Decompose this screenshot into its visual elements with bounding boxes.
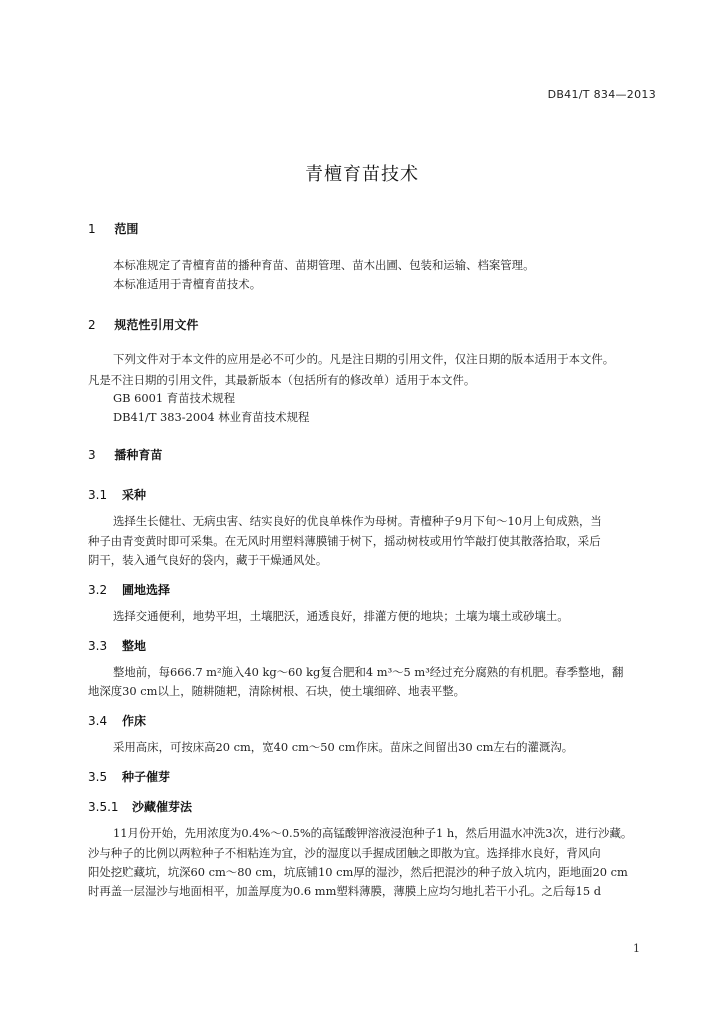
subsection-3-4-heading [88,712,146,729]
document-title: 青檀育苗技术 [305,164,419,185]
section-number: 3.5 [88,770,108,784]
section-number: 3.1 [88,488,108,502]
section-title: 采种 [122,488,147,502]
paragraph-line: 本标准适用于青檀育苗技术。 [113,277,262,291]
section-title: 规范性引用文件 [114,318,199,332]
section-number: 2 [88,318,96,332]
page-number: 1 [633,942,640,955]
paragraph-line: 阴干，装入通气良好的袋内，藏于干燥通风处。 [88,553,328,567]
section-2-heading [88,316,198,333]
section-title: 范围 [114,222,139,236]
standard-number: DB41/T 834—2013 [547,88,656,101]
subsection-3-2-heading [88,581,170,598]
subsection-3-1-heading [88,486,146,503]
section-1-heading [88,220,138,237]
reference-item: GB 6001 育苗技术规程 [113,391,236,405]
paragraph-line: 凡是不注日期的引用文件，其最新版本（包括所有的修改单）适用于本文件。 [88,373,476,387]
paragraph-line: 本标准规定了青檀育苗的播种育苗、苗期管理、苗木出圃、包装和运输、档案管理。 [113,258,535,272]
section-number: 3.3 [88,639,108,653]
section-title: 种子催芽 [122,770,171,784]
paragraph-line: 选择生长健壮、无病虫害、结实良好的优良单株作为母树。青檀种子9月下旬～10月上旬成熟，当 [113,514,602,528]
section-number: 3.4 [88,714,108,728]
section-title: 播种育苗 [114,448,163,462]
paragraph-line: 种子由青变黄时即可采集。在无风时用塑料薄膜铺于树下，摇动树枝或用竹竿敲打使其散落拾取，采后 [88,534,601,548]
section-3-heading [88,446,162,463]
reference-item: DB41/T 383-2004 林业育苗技术规程 [113,410,310,424]
section-number: 3.2 [88,583,108,597]
subsection-3-5-1-heading [88,798,192,815]
section-title: 沙藏催芽法 [132,800,193,814]
paragraph-line: 时再盖一层湿沙与地面相平，加盖厚度为0.6 mm塑料薄膜，薄膜上应均匀地扎若干小孔。之后每15 d [88,884,601,898]
section-number: 3 [88,448,96,462]
paragraph-line: 11月份开始，先用浓度为0.4%～0.5%的高锰酸钾溶液浸泡种子1 h，然后用温水冲洗3次，进行沙藏。 [113,826,633,840]
paragraph-line: 整地前，每666.7 m²施入40 kg～60 kg复合肥和4 m³～5 m³经过充分腐熟的有机肥。春季整地，翻 [113,665,624,679]
paragraph-line: 采用高床，可按床高20 cm，宽40 cm～50 cm作床。苗床之间留出30 cm左右的灌溉沟。 [113,740,574,754]
section-title: 作床 [122,714,147,728]
paragraph-line: 阳处挖贮藏坑，坑深60 cm～80 cm，坑底铺10 cm厚的湿沙，然后把混沙的种子放入坑内，距地面20 cm [88,865,628,879]
paragraph-line: 选择交通便利，地势平坦，土壤肥沃，通透良好，排灌方便的地块；土壤为壤土或砂壤土。 [113,609,569,623]
section-number: 3.5.1 [88,800,119,814]
section-number: 1 [88,222,96,236]
section-title: 整地 [122,639,147,653]
subsection-3-5-heading [88,768,170,785]
paragraph-line: 下列文件对于本文件的应用是必不可少的。凡是注日期的引用文件，仅注日期的版本适用于本文件。 [113,352,615,366]
subsection-3-3-heading [88,637,146,654]
paragraph-line: 沙与种子的比例以两粒种子不相粘连为宜，沙的湿度以手握成团触之即散为宜。选择排水良好，背风向 [88,846,601,860]
section-title: 圃地选择 [122,583,171,597]
paragraph-line: 地深度30 cm以上，随耕随耙，清除树根、石块，使土壤细碎、地表平整。 [88,684,466,698]
